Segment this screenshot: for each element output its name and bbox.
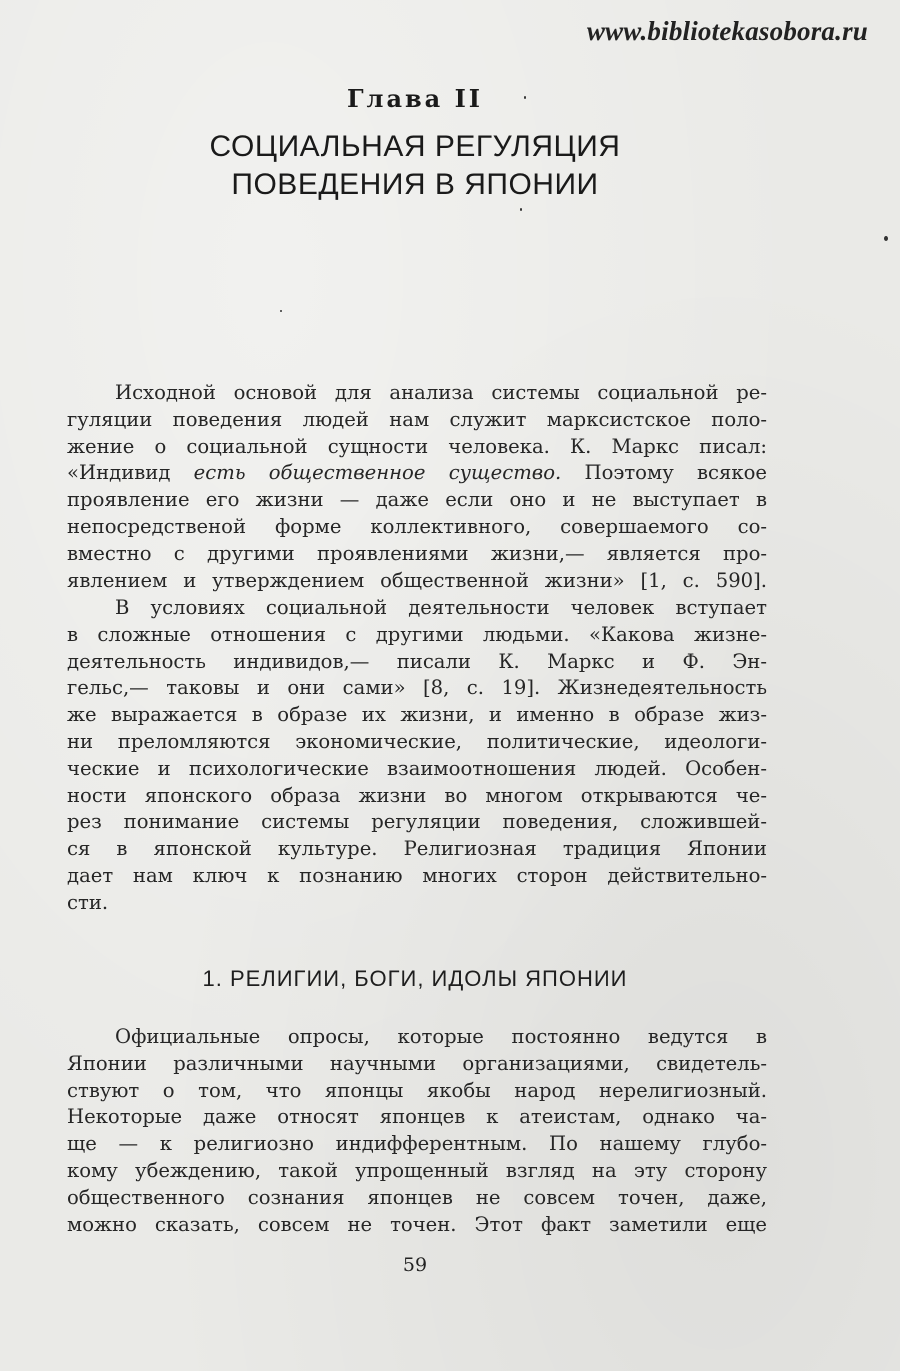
paragraph-2 (67, 595, 767, 917)
chapter-label: Глава II (346, 84, 484, 113)
text-line: рез понимание системы регуляции поведения, сложившей- (67, 810, 767, 834)
page-number: 59 (402, 1254, 428, 1276)
text-line: ще — к религиозно индифферентным. По нашему глубо- (67, 1132, 767, 1156)
text-line: гуляции поведения людей нам служит марксистское поло- (67, 407, 767, 431)
italic-emphasis: есть общественное существо. (193, 461, 562, 485)
site-watermark: www.bibliotekasobora.ru (586, 16, 868, 46)
paragraph-1 (67, 380, 767, 594)
text-line: дает нам ключ к познанию многих сторон действительно- (67, 863, 767, 887)
text-line: гельс,— таковы и они сами» [8, с. 19]. Жизнедеятельность (67, 676, 767, 700)
text-line: Некоторые даже относят японцев к атеистам, однако ча- (67, 1105, 767, 1129)
chapter-title (0, 128, 830, 204)
text-line: ческие и психологические взаимоотношения людей. Особен- (67, 756, 767, 780)
text-line: кому убеждению, такой упрощенный взгляд на эту сторону (67, 1158, 767, 1182)
text-line: ся в японской культуре. Религиозная традиция Японии (67, 837, 767, 861)
scan-speck (524, 96, 526, 99)
text-line: проявление его жизни — даже если оно и не выступает в (67, 488, 767, 512)
text-line: ствуют о том, что японцы якобы народ нерелигиозный. (67, 1078, 767, 1102)
text-line: ности японского образа жизни во многом открываются че- (67, 783, 767, 807)
text-fragment: «Индивид (67, 461, 194, 485)
text-line (67, 460, 767, 487)
text-line: Исходной основой для анализа системы социальной ре- (115, 381, 767, 404)
scan-speck (280, 310, 282, 312)
scan-speck (884, 236, 888, 241)
text-line: жение о социальной сущности человека. К. Маркс писал: (67, 434, 767, 458)
paragraph-3 (67, 1024, 767, 1238)
text-line: вместно с другими проявлениями жизни,— является про- (67, 541, 767, 565)
chapter-title-line-2: ПОВЕДЕНИЯ В ЯПОНИИ (231, 168, 599, 201)
text-line: В условиях социальной деятельности человек вступает (115, 596, 767, 619)
text-line: ни преломляются экономические, политические, идеологи- (67, 729, 767, 753)
text-line: в сложные отношения с другими людьми. «Какова жизне- (67, 622, 767, 646)
text-line: можно сказать, совсем не точен. Этот факт заметили еще (67, 1212, 767, 1236)
text-line: непосредственой форме коллективного, совершаемого со- (67, 514, 767, 538)
text-fragment: Поэтому всякое (561, 461, 767, 485)
text-line: же выражается в образе их жизни, и именно в образе жиз- (67, 703, 767, 727)
text-line: сти. (67, 890, 109, 914)
text-line: явлением и утверждением общественной жизни» [1, с. 590]. (67, 568, 767, 592)
text-line: общественного сознания японцев не совсем точен, даже, (67, 1185, 767, 1209)
scan-speck (520, 208, 522, 211)
chapter-title-line-1: СОЦИАЛЬНАЯ РЕГУЛЯЦИЯ (209, 130, 621, 163)
text-line: деятельность индивидов,— писали К. Маркс и Ф. Эн- (67, 649, 767, 673)
text-line: Японии различными научными организациями, свидетель- (67, 1051, 767, 1075)
section-heading: 1. РЕЛИГИИ, БОГИ, ИДОЛЫ ЯПОНИИ (202, 966, 628, 991)
text-line: Официальные опросы, которые постоянно ведутся в (115, 1025, 767, 1048)
